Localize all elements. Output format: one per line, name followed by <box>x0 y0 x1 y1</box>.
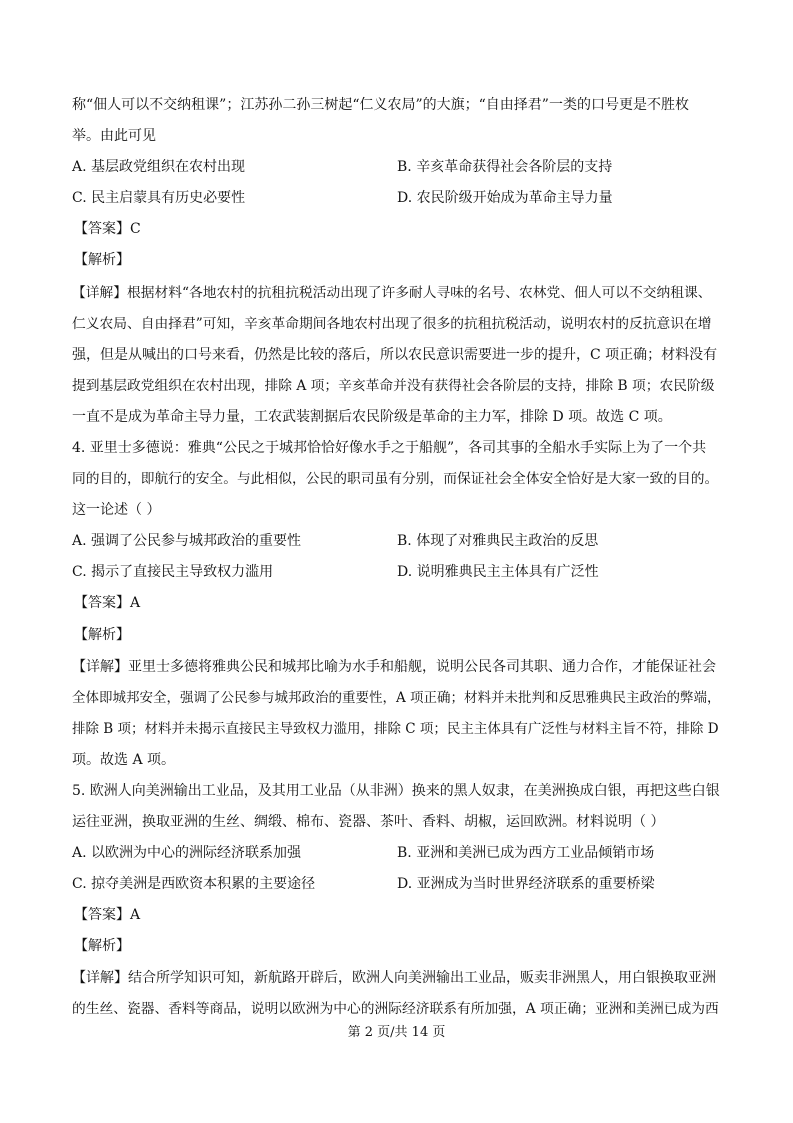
answer-label: 【答案】C <box>74 221 141 237</box>
option-c: C. 掠夺美洲是西欧资本积累的主要途径 <box>72 876 316 892</box>
option-b: B. 体现了对雅典民主政治的反思 <box>397 533 599 549</box>
question-4-stem: 同的目的，即航行的安全。与此相似，公民的职司虽有分别，而保证社会全体安全恰好是大家一致的目的。 <box>72 471 719 487</box>
option-a: A. 基层政党组织在农村出现 <box>72 159 246 175</box>
page-number: 第 2 页/共 14 页 <box>347 1025 446 1040</box>
detail-line: 排除 B 项；材料并未揭示直接民主导致权力滥用，排除 C 项；民主主体具有广泛性与材料主旨不符，排除 D <box>72 721 719 737</box>
question-5-stem: 运往亚洲，换取亚洲的生丝、绸缎、棉布、瓷器、茶叶、香料、胡椒，运回欧洲。材料说明（ ） <box>72 814 665 830</box>
detail-line: 【详解】亚里士多德将雅典公民和城邦比喻为水手和船舰，说明公民各司其职、通力合作，才能保证社会 <box>72 659 716 675</box>
detail-line: 【详解】结合所学知识可知，新航路开辟后，欧洲人向美洲输出工业品，贩卖非洲黑人，用白银换取亚洲 <box>72 970 716 986</box>
option-c: C. 民主启蒙具有历史必要性 <box>72 190 246 206</box>
answer-label: 【答案】A <box>74 595 141 611</box>
question-5-stem: 5. 欧洲人向美洲输出工业品，及其用工业品（从非洲）换来的黑人奴隶，在美洲换成白银，再把这些白银 <box>72 783 720 799</box>
question-stem-line: 举。由此可见 <box>72 128 156 144</box>
analysis-label: 【解析】 <box>74 252 130 268</box>
question-stem-line: 称“佃人可以不交纳租课”；江苏孙二孙三树起“仁义农局”的大旗；“自由择君”一类的口号更是不胜枚 <box>72 97 689 113</box>
analysis-label: 【解析】 <box>74 938 130 954</box>
analysis-label: 【解析】 <box>74 627 130 643</box>
option-b: B. 辛亥革命获得社会各阶层的支持 <box>397 159 613 175</box>
option-d: D. 农民阶级开始成为革命主导力量 <box>397 190 613 206</box>
option-a: A. 强调了公民参与城邦政治的重要性 <box>72 533 302 549</box>
answer-label: 【答案】A <box>74 907 141 923</box>
detail-line: 的生丝、瓷器、香料等商品，说明以欧洲为中心的洲际经济联系有所加强，A 项正确；亚洲和美洲已成为西 <box>72 1001 719 1017</box>
detail-line: 全体即城邦安全，强调了公民参与城邦政治的重要性，A 项正确；材料并未批判和反思雅典民主政治的弊端， <box>72 690 721 706</box>
question-4-stem: 4. 亚里士多德说：雅典“公民之于城邦恰恰好像水手之于船舰”，各司其事的全船水手实际上为了一个共 <box>72 440 707 456</box>
option-b: B. 亚洲和美洲已成为西方工业品倾销市场 <box>397 845 655 861</box>
option-c: C. 揭示了直接民主导致权力滥用 <box>72 564 274 580</box>
detail-line: 【详解】根据材料“各地农村的抗租抗税活动出现了许多耐人寻味的名号、农林党、佃人可以不交纳租课、 <box>72 285 712 301</box>
detail-line: 提到基层政党组织在农村出现，排除 A 项；辛亥革命并没有获得社会各阶层的支持，排除 B 项；农民阶级 <box>72 378 715 394</box>
detail-line: 强，但是从喊出的口号来看，仍然是比较的落后，所以农民意识需要进一步的提升，C 项正确；材料没有 <box>72 347 718 363</box>
option-a: A. 以欧洲为中心的洲际经济联系加强 <box>72 845 302 861</box>
detail-line: 仁义农局、自由择君”可知，辛亥革命期间各地农村出现了很多的抗租抗税活动，说明农村的反抗意识在增 <box>72 316 712 332</box>
option-d: D. 亚洲成为当时世界经济联系的重要桥梁 <box>397 876 655 892</box>
question-4-stem: 这一论述（ ） <box>72 502 161 518</box>
detail-line: 项。故选 A 项。 <box>72 752 176 768</box>
detail-line: 一直不是成为革命主导力量，工农武装割据后农民阶级是革命的主力军，排除 D 项。故选 C 项。 <box>72 409 672 425</box>
option-d: D. 说明雅典民主主体具有广泛性 <box>397 564 599 580</box>
